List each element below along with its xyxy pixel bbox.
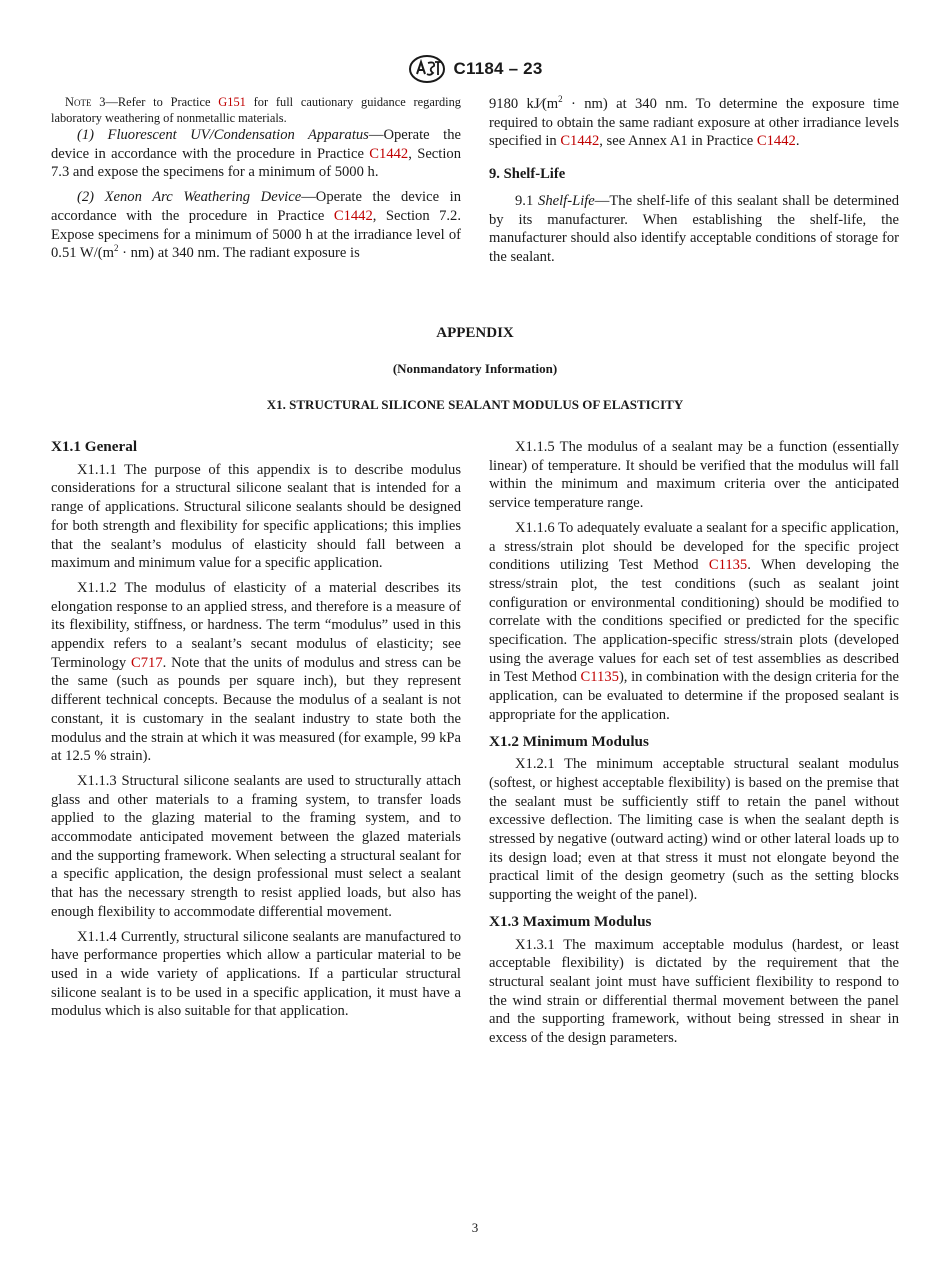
appendix-subtitle: (Nonmandatory Information) xyxy=(392,361,558,376)
paragraph-x1-1-3: X1.1.3 Structural silicone sealants are used to structurally attach glass and other materials to a framing system, to transfer loads applied to the glazing material to the framing system, and to accommodate anticipated movement between the glazed materials and the supporting framework. When selecting a structural sealant for a specific application, the design professional must select a sealant that has the necessary strength to resist applied loads, but also has enough flexibility to accommodate differential movement. xyxy=(51,772,461,920)
ref-link-c1135[interactable]: C1135 xyxy=(580,669,619,686)
heading-x1-2: X1.2 Minimum Modulus xyxy=(489,732,649,750)
heading-x1-3: X1.3 Maximum Modulus xyxy=(489,912,652,930)
paragraph-x1-1-5: X1.1.5 The modulus of a sealant may be a function (essentially linear) of temperature. It should be verified that the modulus will fall within the minimum and maximum criteria over the anticipated service temperature range. xyxy=(489,439,899,512)
section-heading-shelf-life: 9. Shelf-Life xyxy=(489,166,566,183)
page-header xyxy=(0,54,950,84)
top-right-column xyxy=(489,95,899,267)
paragraph-radiant-exposure-cont: 9180 $kJ⁄(m^2 \cdot nm)$ at 340 nm. To determine the exposure time required to obtain the same radiant exposure at other irradiance levels specified in C1442, see Annex A1 in Practice C1442. xyxy=(489,94,899,150)
ref-link-c1442[interactable]: C1442 xyxy=(560,133,600,150)
heading-x1-1: X1.1 General xyxy=(51,438,138,455)
paragraph-x1-1-4: X1.1.4 Currently, structural silicone sealants are manufactured to have performance properties which allow a particular material to be used in a wide variety of applications. If a particular structural silicone sealant is to be used in a specific application, it must have a modulus which is also suitable for that application. xyxy=(51,928,461,1020)
astm-logo-icon xyxy=(408,54,446,84)
paragraph-x1-1-2: X1.1.2 The modulus of elasticity of a material describes its elongation response to an applied stress, and therefore is a measure of its flexibility, stiffness, or hardness. The term “modulus” used in this appendix refers to a sealant’s secant modulus of elasticity; see Terminology C717. Note that the units of modulus and stress can be the same (such as pounds per square inch), but they represent different technical concepts. Because the modulus of a sealant is not constant, it is customary in the sealant industry to state both the modulus and the strain at which it was measured (for example, 99 kPa at 12.5 % strain). xyxy=(51,579,461,765)
note-3: Note 3—Refer to Practice G151 for full cautionary guidance regarding laboratory weathering of nonmetallic materials. xyxy=(51,95,461,125)
paragraph-x1-1-6: X1.1.6 To adequately evaluate a sealant for a specific application, a stress/strain plot should be developed for the specific project conditions utilizing Test Method C1135. When developing the stress/strain plot, the test conditions (such as sealant joint configuration or environmental conditioning) should be modified to correlate with the conditions specified or predicted for the specific specification. The application-specific stress/strain plots (developed using the average values for each set of test assemblies as described in Test Method C1135), in combination with the design criteria for the application, can be evaluated to determine if the proposed sealant is appropriate for the application. xyxy=(489,519,899,723)
paragraph-x1-2-1: X1.2.1 The minimum acceptable structural sealant modulus (softest, or highest acceptable flexibility) is based on the premise that the sealant must be sufficiently stiff to retain the panel without excessive deflection. The limiting case is when the sealant depth is stressed by negative (outward acting) wind or other lateral loads up to its design load; even at that stress it must not elongate beyond the practical limit of the design geometry (such as the setting blocks supporting the weight of the panel). xyxy=(489,756,899,904)
paragraph-x1-3-1: X1.3.1 The maximum acceptable modulus (hardest, or least acceptable flexibility) is dictated by the requirement that the structural sealant joint must have sufficient flexibility to respond to the wind strain or differential thermal movement between the panel and the supporting framework, without being stressed in shear in excess of the design parameters. xyxy=(489,936,899,1047)
paragraph-xenon-arc: (2) Xenon Arc Weathering Device—Operate the device in accordance with the procedure in Practice C1442, Section 7.2. Expose specimens for a minimum of 5000 h at the irradiance level of 0.51 $W/(m^2 \cdot nm)$ at 340 nm. The radiant exposure is xyxy=(51,189,461,262)
ref-link-c1442[interactable]: C1442 xyxy=(369,145,409,162)
bottom-right-column xyxy=(489,438,899,1048)
ref-link-c1442[interactable]: C1442 xyxy=(756,133,796,150)
paragraph-9-1: 9.1 Shelf-Life—The shelf-life of this sealant shall be determined by its manufacturer. When establishing the shelf-life, the manufacturer should also identify acceptable conditions of storage for the sealant. xyxy=(489,192,899,265)
ref-link-g151[interactable]: G151 xyxy=(218,95,246,109)
appendix-title: APPENDIX xyxy=(436,325,514,341)
paragraph-fluorescent-uv: (1) Fluorescent UV/Condensation Apparatus—Operate the device in accordance with the procedure in Practice C1442, Section 7.3 and expose the specimens for a minimum of 5000 h. xyxy=(51,127,461,181)
note-label: Note xyxy=(65,95,92,109)
top-left-column xyxy=(51,95,461,263)
paragraph-x1-1-1: X1.1.1 The purpose of this appendix is to describe modulus considerations for a structural silicone sealant that is intended for a range of applications. Structural silicone sealants should be designed for both strength and flexibility for specific applications; this implies that the sealant’s modulus of elasticity should fall between a maximum and minimum value for a specific application. xyxy=(51,461,461,572)
document-number: C1184 – 23 xyxy=(453,59,543,78)
page-number: 3 xyxy=(471,1220,479,1235)
appendix-x1-title: X1. STRUCTURAL SILICONE SEALANT MODULUS OF ELASTICITY xyxy=(266,397,684,412)
bottom-left-column xyxy=(51,438,461,1021)
ref-link-c1442[interactable]: C1442 xyxy=(333,207,373,224)
ref-link-c1135[interactable]: C1135 xyxy=(708,557,748,574)
ref-link-c717[interactable]: C717 xyxy=(131,654,163,671)
